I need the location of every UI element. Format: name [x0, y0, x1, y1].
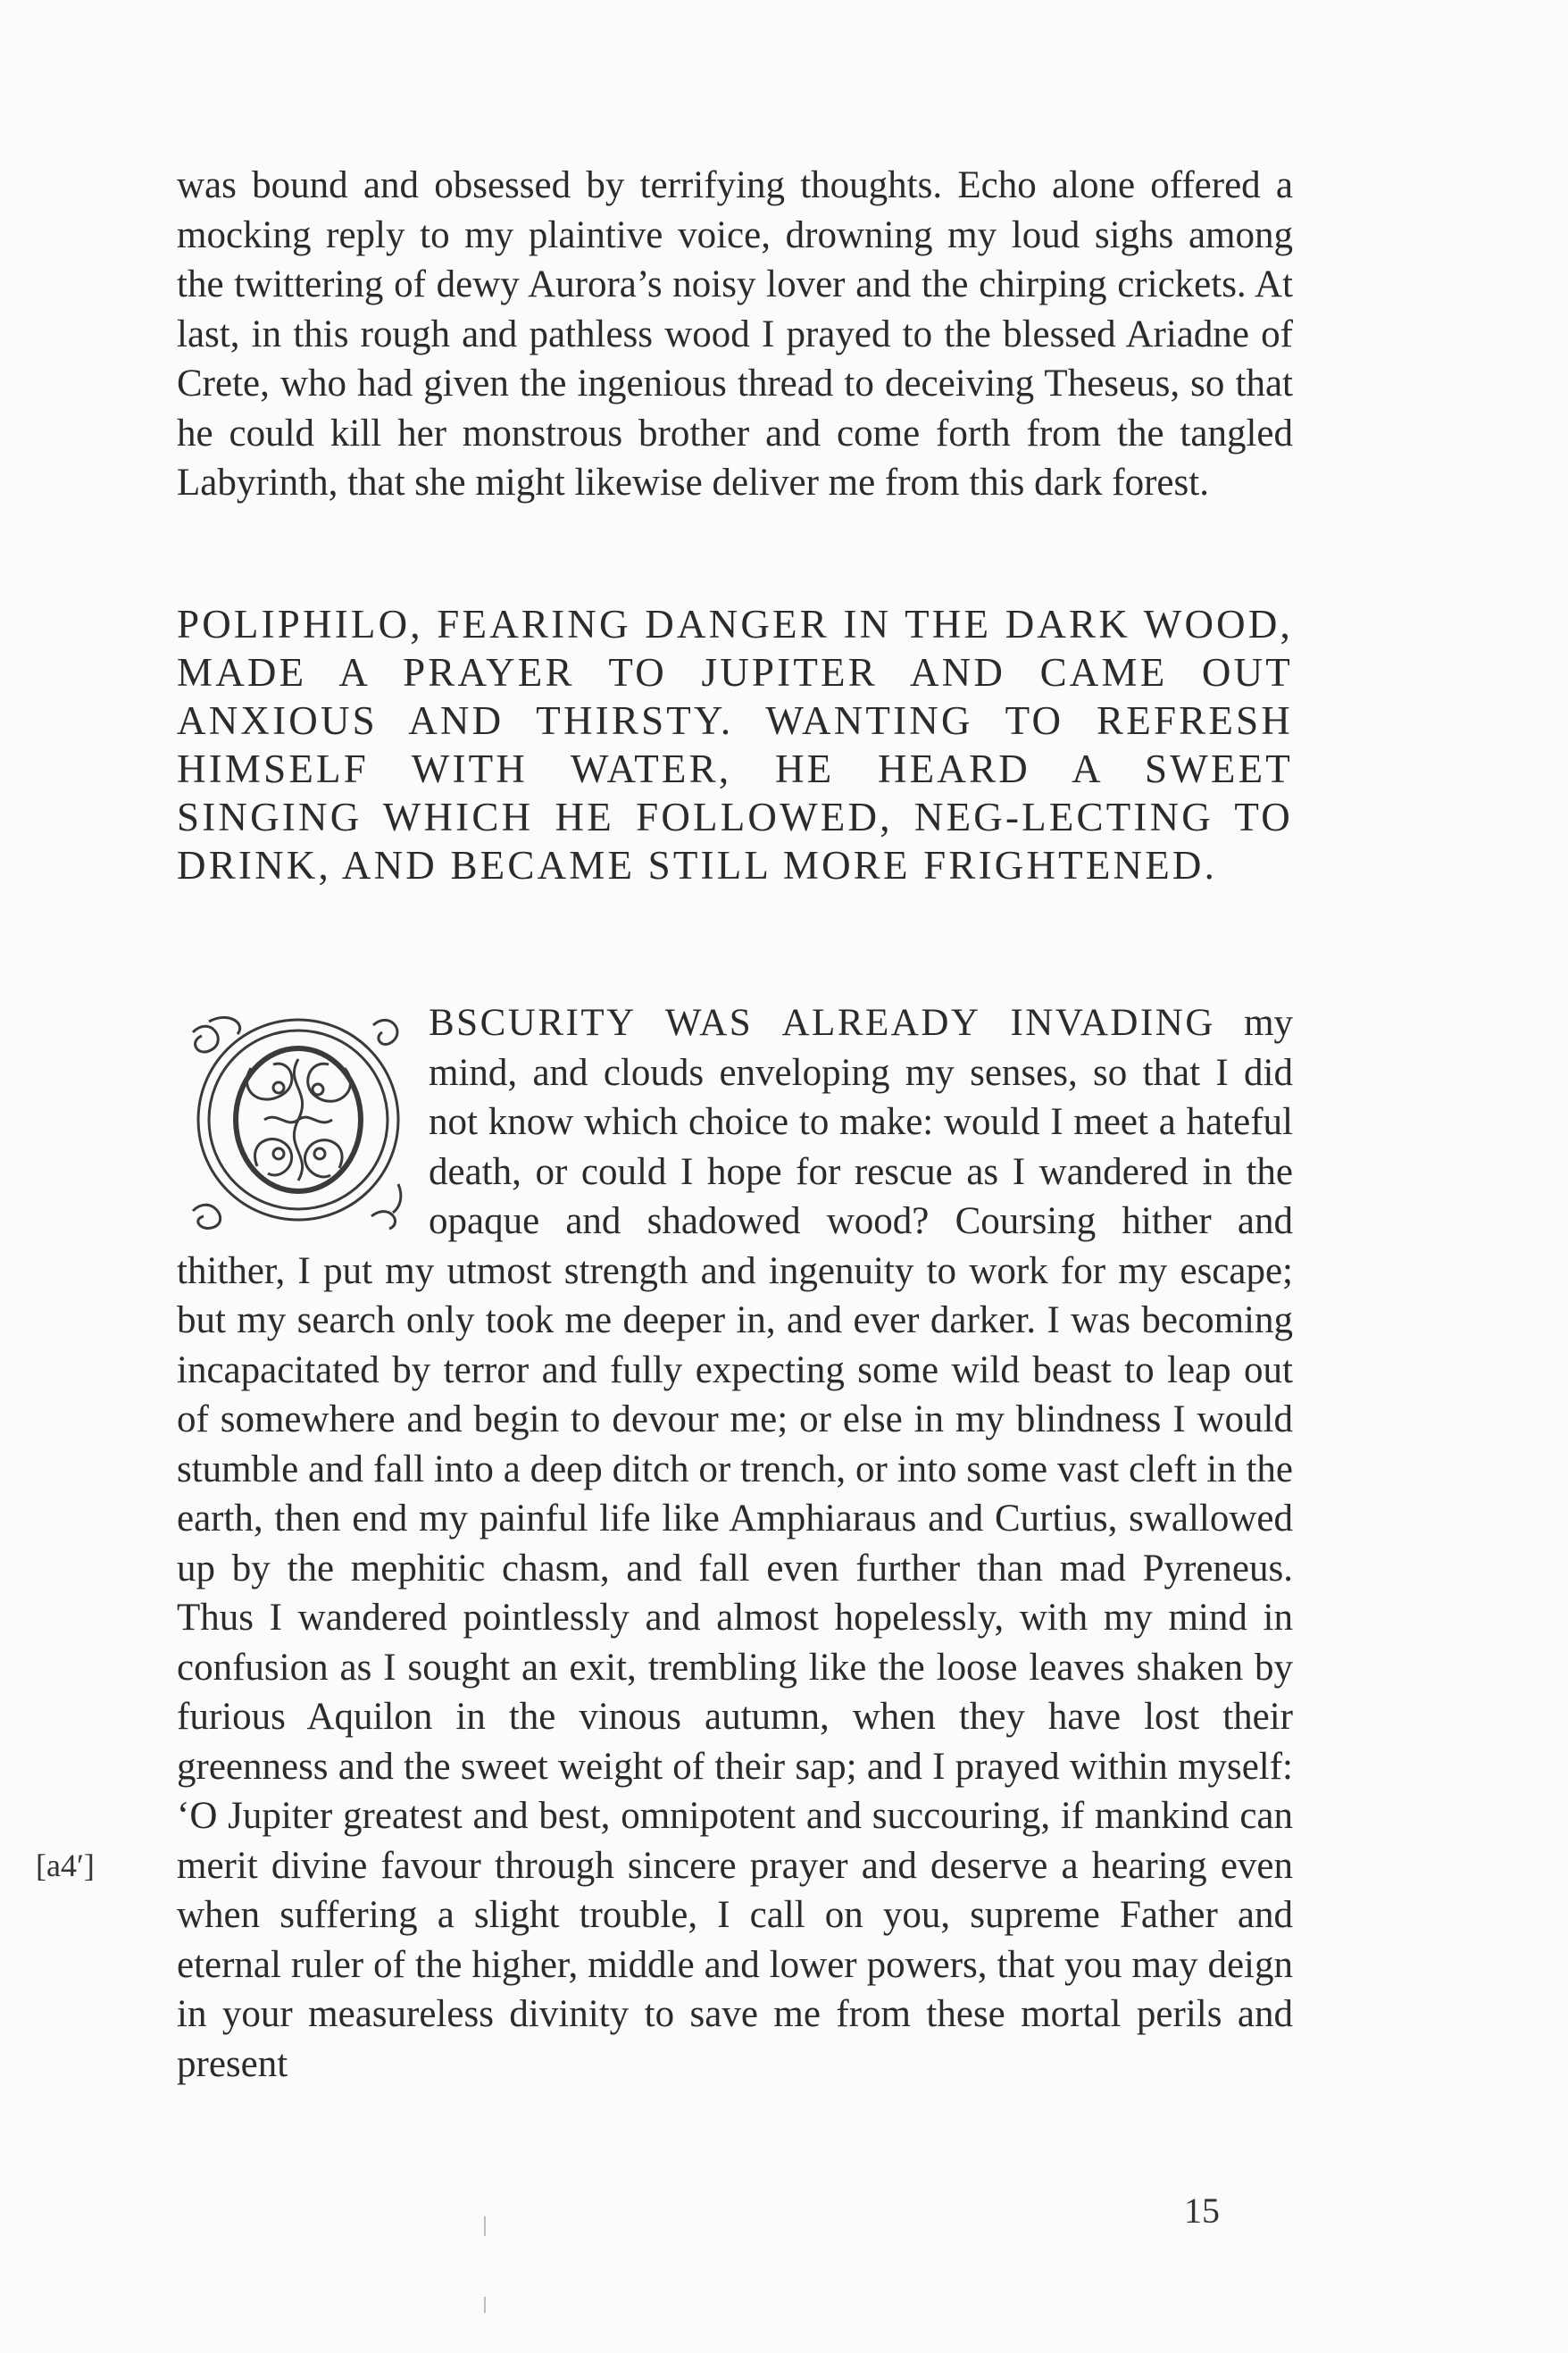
drop-cap-ornament — [175, 1005, 409, 1236]
body-paragraph — [177, 998, 1293, 2089]
body-text: my mind, and clouds enveloping my senses, so that I did not know which choice to make: would I meet a hateful death, or could I hope for rescue as I wandered in the opaque and shadowed wood? Coursing hither and thither, I put my utmost strength and ingenuity to work for my escape; but my search only took me deeper in, and ever darker. I was becoming incapacitated by terror and fully expecting some wild beast to leap out of somewhere and begin to devour me; or else in my blindness I would stumble and fall into a deep ditch or trench, or into some vast cleft in the earth, then end my painful life like Amphiaraus and Curtius, swallowed up by the mephitic chasm, and fall even further than mad Pyreneus. Thus I wandered pointlessly and almost hopelessly, with my mind in confusion as I sought an exit, trembling like the loose leaves shaken by furious Aquilon in the vinous autumn, when they have lost their greenness and the sweet weight of their sap; and I prayed within myself: ‘O Jupiter greatest and best, omnipotent and succouring, if mankind can merit divine favour through sincere prayer and deserve a hearing even when suffering a slight trouble, I call on you, supreme Father and eternal ruler of the higher, middle and lower powers, that you may deign in your measureless divinity to save me from these mortal perils and present — [177, 1002, 1294, 2085]
chapter-heading: POLIPHILO, FEARING DANGER IN THE DARK WOOD, MADE A PRAYER TO JUPITER AND CAME OUT ANXIOUS AND THIRSTY. WANTING TO REFRESH HIMSELF WITH WATER, HE HEARD A SWEET SINGING WHICH HE FOLLOWED, NEG‑LECTING TO DRINK, AND BECAME STILL MORE FRIGHTENED. — [177, 602, 1293, 888]
page-number: 15 — [1184, 2190, 1220, 2231]
scan-artifact — [484, 2216, 486, 2236]
scan-artifact — [484, 2297, 486, 2313]
body-lead-caps: BSCURITY WAS ALREADY INVADING — [429, 1002, 1215, 1044]
signature-mark: [a4ʹ] — [36, 1848, 95, 1883]
ornate-o-icon — [175, 1005, 409, 1236]
paragraph-top: was bound and obsessed by terrifying thoughts. Echo alone offered a mocking reply to my plaintive voice, drowning my loud sighs among the twittering of dewy Aurora’s noisy lover and the chirping crickets. At last, in this rough and pathless wood I prayed to the blessed Ariadne of Crete, who had given the ingenious thread to deceiving Theseus, so that he could kill her monstrous brother and come forth from the tangled Labyrinth, that she might likewise deliver me from this dark forest. — [177, 164, 1293, 504]
